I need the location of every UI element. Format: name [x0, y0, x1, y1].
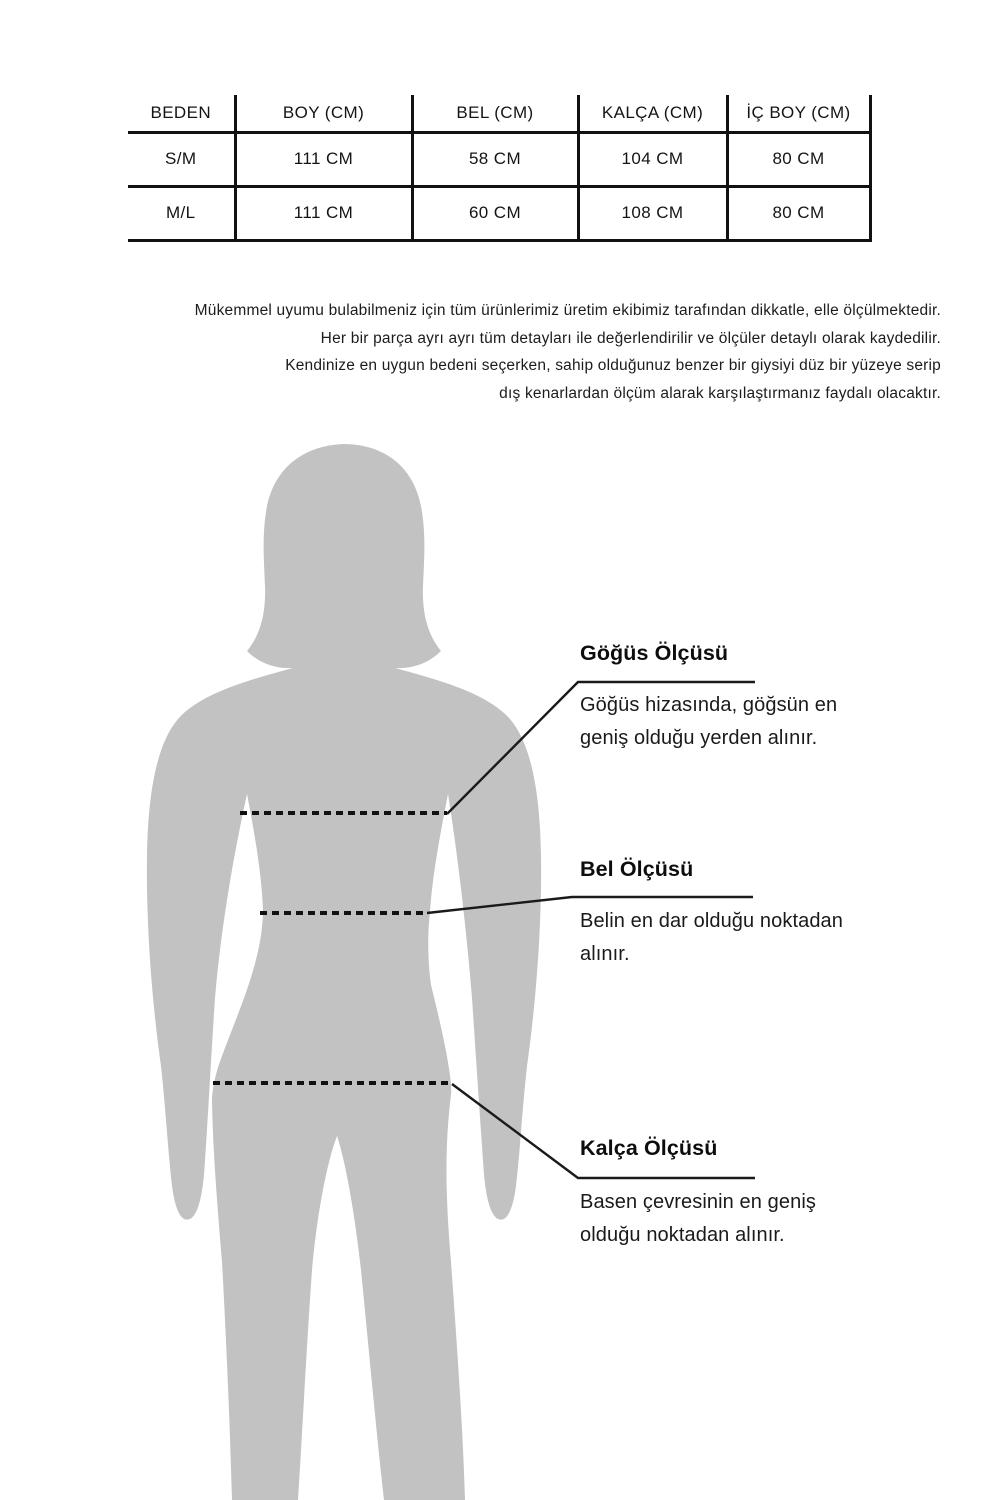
waist-measure-description	[580, 905, 880, 971]
size-cell: M/L	[128, 186, 235, 240]
waist-desc-line: alınır.	[580, 943, 630, 965]
icboy-cell: 80 CM	[727, 186, 870, 240]
chest-desc-line: Göğüs hizasında, göğsün en	[580, 694, 838, 716]
icboy-cell: 80 CM	[727, 132, 870, 186]
info-line: Kendinize en uygun bedeni seçerken, sahip olduğunuz benzer bir giysiyi düz bir yüzeye serip	[285, 357, 941, 375]
info-line: Mükemmel uyumu bulabilmeniz için tüm ürünlerimiz üretim ekibimiz tarafından dikkatle, elle ölçülmektedir.	[194, 302, 941, 319]
kalca-cell: 104 CM	[578, 132, 727, 186]
waist-desc-line: Belin en dar olduğu noktadan	[580, 910, 844, 932]
size-cell: S/M	[128, 132, 235, 186]
chest-measure-description	[580, 689, 880, 755]
column-header-boy: BOY (CM)	[235, 95, 412, 132]
bel-cell: 58 CM	[412, 132, 578, 186]
hips-desc-line: olduğu noktadan alınır.	[580, 1224, 785, 1246]
chest-desc-line: geniş olduğu yerden alınır.	[580, 727, 818, 749]
hips-desc-line: Basen çevresinin en geniş	[580, 1191, 816, 1213]
boy-cell: 111 CM	[235, 186, 412, 240]
info-line: Her bir parça ayrı ayrı tüm detayları ile değerlendirilir ve ölçüler detaylı olarak kaydedilir.	[320, 329, 941, 347]
column-header-icboy: İÇ BOY (CM)	[727, 95, 870, 132]
chest-measure-title: Göğüs Ölçüsü	[580, 641, 729, 665]
female-silhouette	[147, 444, 541, 1500]
bel-cell: 60 CM	[412, 186, 578, 240]
info-line: dış kenarlardan ölçüm alarak karşılaştırmanız faydalı olacaktır.	[499, 384, 941, 402]
boy-cell: 111 CM	[235, 132, 412, 186]
kalca-cell: 108 CM	[578, 186, 727, 240]
column-header-bel: BEL (CM)	[412, 95, 578, 132]
hips-measure-description	[580, 1186, 880, 1252]
waist-measure-title: Bel Ölçüsü	[580, 857, 694, 881]
column-header-beden: BEDEN	[128, 95, 235, 132]
column-header-kalca: KALÇA (CM)	[578, 95, 727, 132]
hips-measure-title: Kalça Ölçüsü	[580, 1136, 718, 1160]
